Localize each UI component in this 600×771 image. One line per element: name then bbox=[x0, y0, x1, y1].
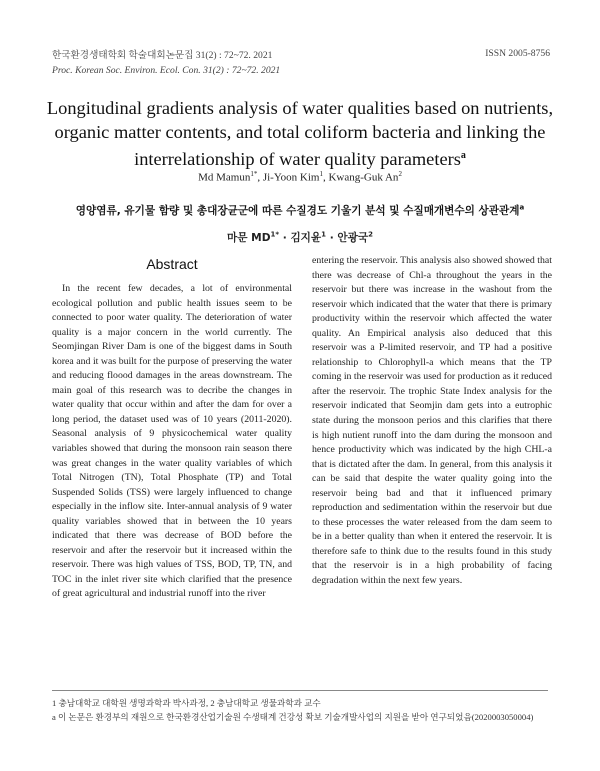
author-name: 김지윤 bbox=[290, 232, 322, 244]
paper-title-korean-note-mark: a bbox=[519, 203, 525, 212]
author-affiliation-mark: 1 bbox=[321, 230, 327, 239]
author-affiliation-mark: 2 bbox=[368, 230, 373, 239]
abstract-column-right: entering the reservoir. This analysis also showed showed that there was decrease of Chl-a throughout the years in the reservoir but there was increase in the washout from the reservoir which indicated that the water that there is primary productivity within the reservoir which affected the water quality. An Empirical analysis also deduced that this reservoir was a P-limited reservoir, and TP had a positive relationship to Chlorophyll-a which means that the TP coming in the reservoir was used for production as it reduced after the reservoir. The trophic State Index analysis for the reservoir indicated that Seomjin dam gets into a eutrophic state during the monsoon perios and this clarifies that there is high nutient runoff into the dam during the monsoon and hence productivity which was indicated by the high CHL-a that is dictated after the dam. In general, from this analysis it can be said that despite the water quality going into the reservoir being bad and that it influenced primary reproduction and sedimentation within the reservoir but due to these processes the water released from the dam seem to be in a better quality than when it entered the reservoir. It is therefore safe to think due to the results found in this study that the reservoir is in a high probability of facing degradation within the next few years. bbox=[312, 255, 552, 587]
paper-title bbox=[40, 96, 560, 171]
paper-title-text: Longitudinal gradients analysis of water qualities based on nutrients, organic matter contents, and total coliform bacteria and linking the interrelationship of water quality parameters bbox=[46, 98, 554, 170]
journal-citation bbox=[52, 48, 280, 78]
footnote-funding: a 이 논문은 환경부의 재원으로 한국환경산업기술원 수생태계 건강성 확보 기술개발사업의 지원을 받아 연구되었음(2020003050004) bbox=[52, 712, 534, 722]
author-affiliation-mark: 1* bbox=[250, 170, 258, 178]
abstract-column-left: In the recent few decades, a lot of environmental ecological pollution and public health issues seem to be connected to poor water quality. The deterioration of water quality is a major concern in the world currently. The Seomjingan River Dam is one of the biggest dams in South korea and it was built for the purpose of preserving the water and reducing floood damages in the areas downstream. The main goal of this research was to decribe the changes in water quality that occur within and after the dam for over a long period, the dataset used was of 10 years (2011-2020). Seasonal analysis of 9 physicochemical water quality variables showed that during the monsoon rain season there was great changes in the water quality variables of which Total Nitrogen (TN), Total Phosphate (TP) and Total Suspended Solids (TSS) were largely influenced to change especially in the inflow site. Inter-annual analysis of 9 water quality variables showed that in between the 10 years indicated that there was decrease of BOD before the reservoir and after the reservoir but it increased within the reservoir. There was high values of TSS, BOD, TP, TN, and TOC in the inlet river site which clarified that the presence of great agricultural and industrial runoff into the river bbox=[52, 283, 292, 600]
author-affiliation-mark: 1* bbox=[270, 230, 280, 239]
paper-title-korean-text: 영양염류, 유기물 함량 및 총대장균군에 따른 수질경도 기울기 분석 및 수질매개변수의 상관관계 bbox=[75, 205, 520, 217]
issn: ISSN 2005-8756 bbox=[485, 48, 550, 59]
paper-title-korean bbox=[10, 203, 590, 218]
author-affiliation-mark: 2 bbox=[398, 170, 402, 178]
journal-citation-korean: 한국환경생태학회 학술대회논문집 31(2) : 72~72. 2021 bbox=[52, 50, 273, 61]
author-name: Kwang-Guk An bbox=[328, 171, 399, 184]
author-name: Md Mamun bbox=[198, 171, 251, 184]
author-name: 안광국 bbox=[337, 232, 369, 244]
abstract-heading: Abstract bbox=[146, 256, 198, 272]
author-list-korean: 마문 $MD^{1*}$ · 김지윤$^1$ · 안광국$^2$ bbox=[227, 230, 373, 244]
footnote-divider bbox=[52, 690, 548, 691]
journal-citation-english: Proc. Korean Soc. Environ. Ecol. Con. 31(2) : 72~72. 2021 bbox=[52, 65, 281, 76]
footnote-affiliations: 1 충남대학교 대학원 생명과학과 박사과정, 2 충남대학교 생물과학과 교수 bbox=[52, 698, 321, 708]
paper-title-note-mark: a bbox=[460, 150, 466, 161]
author-name: 마문 MD bbox=[227, 232, 271, 244]
author-affiliation-mark: 1 bbox=[319, 170, 323, 178]
author-list-english: Md Mamun$^{1*}$, Ji-Yoon Kim$^1$, Kwang-Guk An$^2$ bbox=[198, 170, 402, 184]
author-name: Ji-Yoon Kim bbox=[262, 171, 320, 184]
